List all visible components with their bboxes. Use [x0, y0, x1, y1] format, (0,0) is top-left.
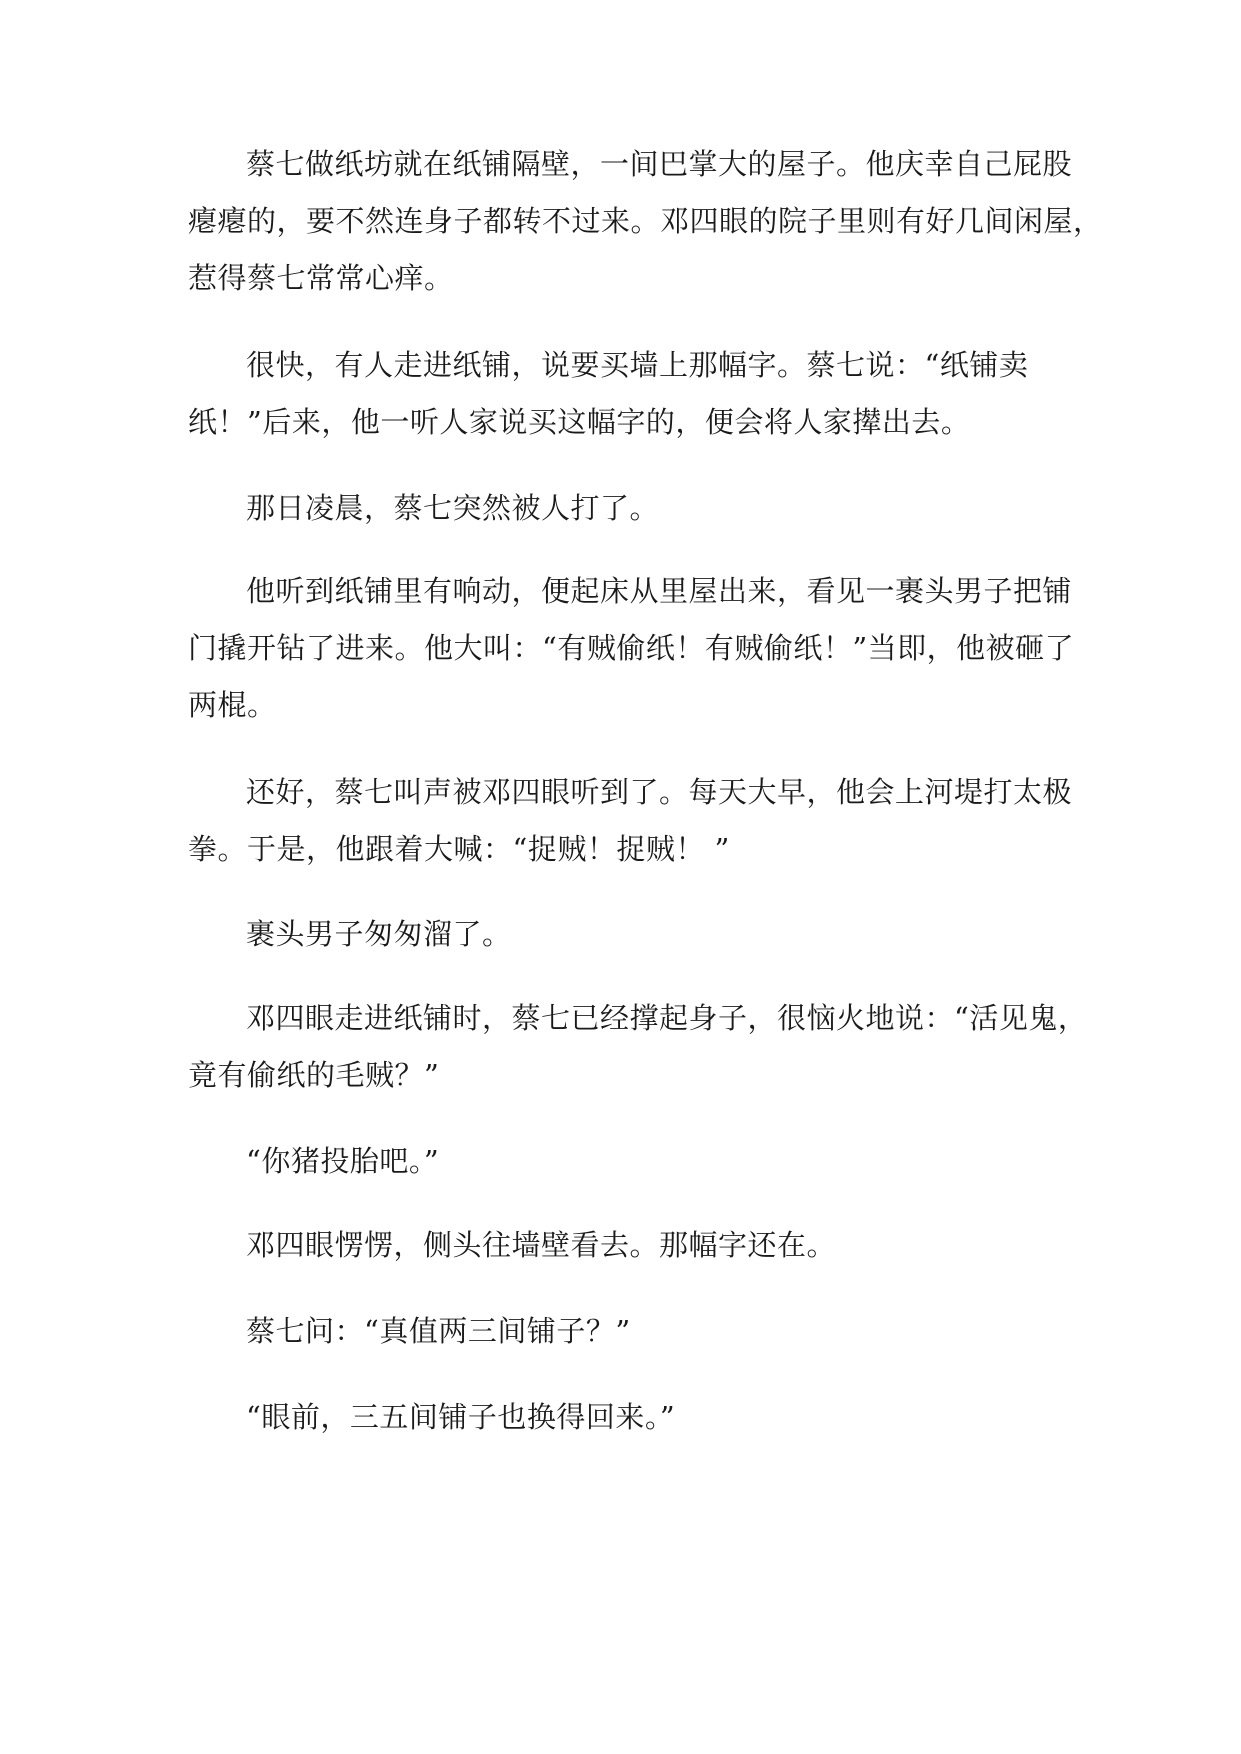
paragraph-line: 邓四眼走进纸铺时，蔡七已经撑起身子，很恼火地说：“活见鬼，	[246, 1001, 1088, 1035]
paragraph-line: 很快，有人走进纸铺，说要买墙上那幅字。蔡七说：“纸铺卖	[246, 348, 1029, 382]
paragraph-7	[188, 990, 1088, 1104]
paragraph-line: 裹头男子匆匆溜了。	[246, 917, 512, 951]
paragraph-9	[188, 1217, 1068, 1274]
paragraph-line: 蔡七问：“真值两三间铺子？”	[246, 1314, 631, 1348]
paragraph-line: 纸！”后来，他一听人家说买这幅字的，便会将人家撵出去。	[188, 405, 971, 439]
paragraph-5	[188, 764, 1073, 878]
paragraph-line: 还好，蔡七叫声被邓四眼听到了。每天大早，他会上河堤打太极	[246, 775, 1073, 809]
paragraph-10	[188, 1303, 1068, 1360]
paragraph-line: 门撬开钻了进来。他大叫：“有贼偷纸！有贼偷纸！”当即，他被砸了	[188, 631, 1075, 665]
paragraph-line: “眼前，三五间铺子也换得回来。”	[246, 1400, 676, 1434]
paragraph-8	[188, 1133, 1068, 1190]
paragraph-line: 邓四眼愣愣，侧头往墙壁看去。那幅字还在。	[246, 1228, 837, 1262]
paragraph-11	[188, 1389, 1068, 1446]
paragraph-line: 惹得蔡七常常心痒。	[188, 261, 454, 295]
paragraph-line: 瘪瘪的，要不然连身子都转不过来。邓四眼的院子里则有好几间闲屋，	[188, 204, 1103, 238]
paragraph-line: “你猪投胎吧。”	[246, 1144, 440, 1178]
paragraph-4	[188, 563, 1075, 734]
paragraph-line: 蔡七做纸坊就在纸铺隔壁，一间巴掌大的屋子。他庆幸自己屁股	[246, 147, 1073, 181]
paragraph-line: 拳。于是，他跟着大喊：“捉贼！捉贼！ ”	[188, 832, 730, 866]
paragraph-2	[188, 337, 1068, 451]
paragraph-1	[188, 136, 1103, 307]
paragraph-line: 两棍。	[188, 688, 277, 722]
paragraph-line: 他听到纸铺里有响动，便起床从里屋出来，看见一裹头男子把铺	[246, 574, 1073, 608]
paragraph-6	[188, 906, 1068, 963]
paragraph-line: 那日凌晨，蔡七突然被人打了。	[246, 491, 660, 525]
paragraph-3	[188, 480, 1068, 537]
paragraph-line: 竟有偷纸的毛贼？”	[188, 1058, 440, 1092]
